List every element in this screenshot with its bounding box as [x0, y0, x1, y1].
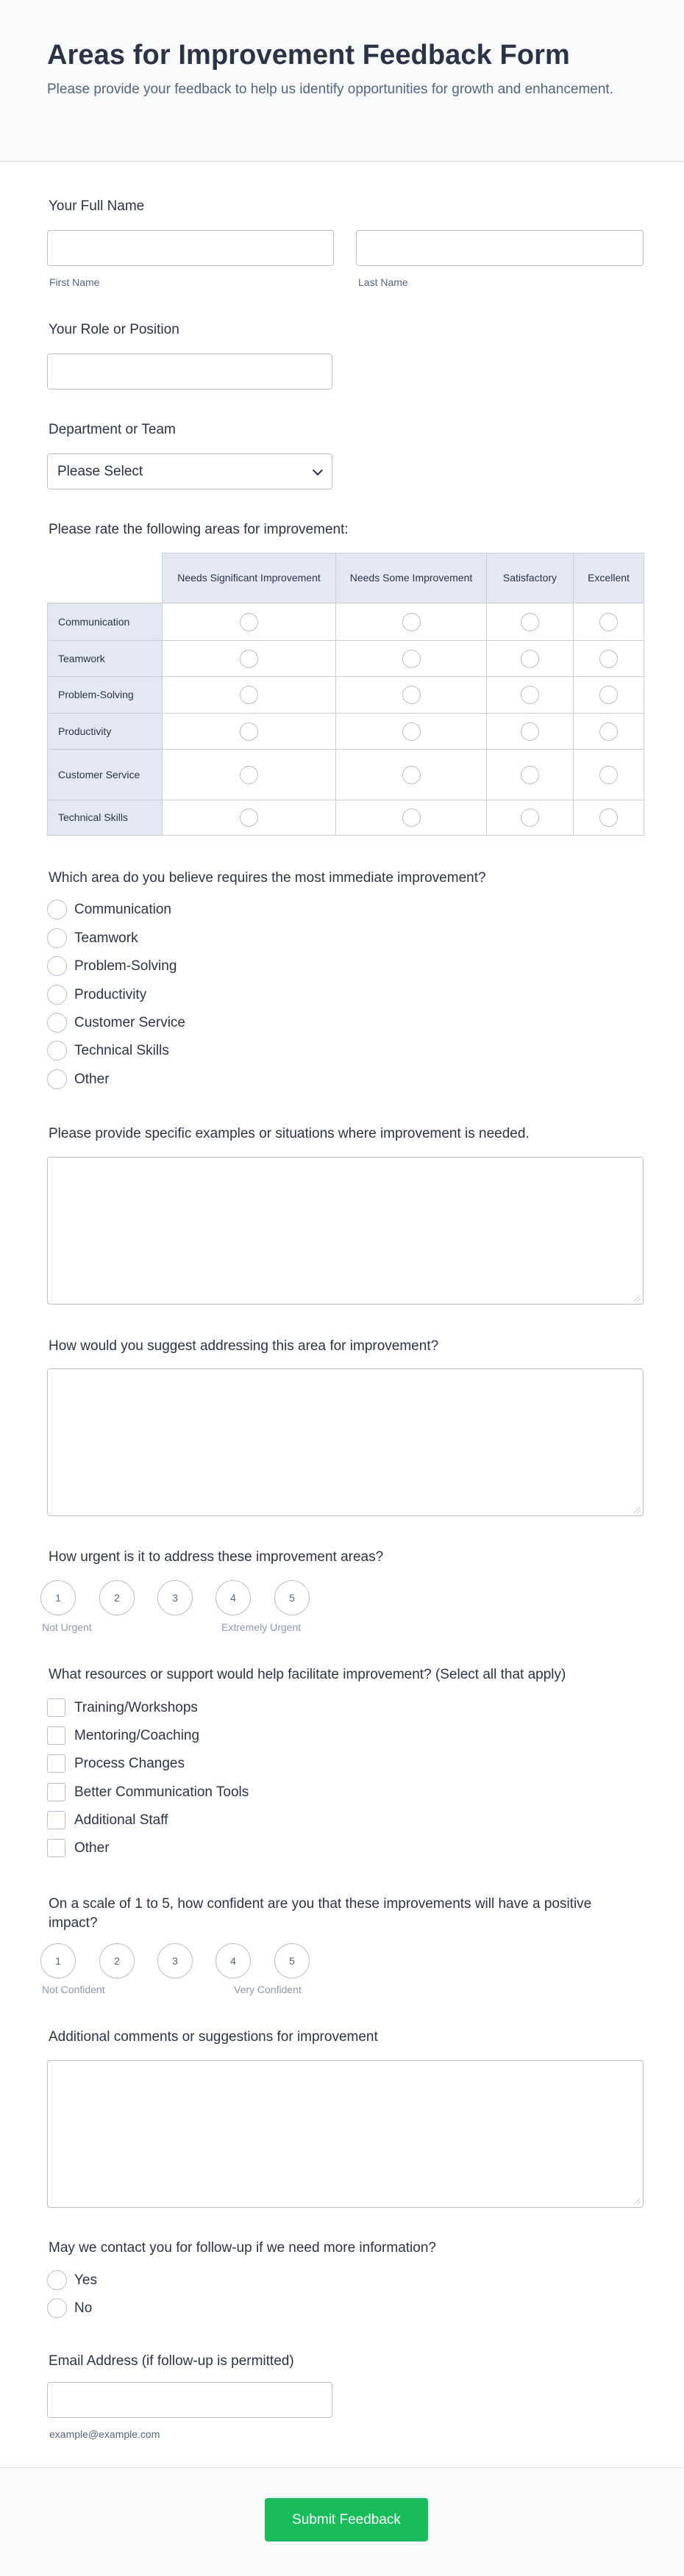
- confidence-scale-option[interactable]: 1: [40, 1943, 76, 1978]
- matrix-radio[interactable]: [402, 686, 421, 704]
- matrix-radio[interactable]: [521, 808, 539, 827]
- checkbox[interactable]: [47, 1811, 65, 1829]
- checkbox-option-label: Other: [74, 1840, 110, 1856]
- radio-option-label: Customer Service: [74, 1015, 185, 1030]
- confidence-high-label: Very Confident: [234, 1984, 302, 1995]
- form-description: Please provide your feedback to help us identify opportunities for growth and enhancement.: [47, 82, 613, 97]
- radio-button[interactable]: [47, 956, 67, 976]
- examples-label: Please provide specific examples or situations where improvement is needed.: [49, 1126, 530, 1141]
- urgency-low-label: Not Urgent: [42, 1621, 92, 1633]
- matrix-radio[interactable]: [240, 722, 258, 741]
- department-label: Department or Team: [49, 422, 176, 437]
- matrix-corner: [48, 553, 163, 603]
- radio-option-label: Teamwork: [74, 930, 138, 946]
- checkbox-option-label: Better Communication Tools: [74, 1784, 249, 1800]
- checkbox[interactable]: [47, 1726, 65, 1745]
- matrix-row-header: Teamwork: [48, 641, 163, 677]
- form-title: Areas for Improvement Feedback Form: [47, 40, 570, 71]
- matrix-radio[interactable]: [402, 650, 421, 668]
- checkbox[interactable]: [47, 1698, 65, 1717]
- radio-button[interactable]: [47, 2298, 67, 2318]
- matrix-label: Please rate the following areas for improvement:: [49, 522, 349, 537]
- radio-option-label: Technical Skills: [74, 1043, 169, 1058]
- first-name-sublabel: First Name: [49, 276, 100, 288]
- matrix-row-header: Communication: [48, 603, 163, 641]
- department-selected-value: Please Select: [57, 464, 143, 479]
- matrix-radio[interactable]: [240, 808, 258, 827]
- urgency-label: How urgent is it to address these improvement areas?: [49, 1549, 384, 1565]
- followup-label: May we contact you for follow-up if we need more information?: [49, 2240, 436, 2256]
- urgency-scale-option[interactable]: 4: [215, 1580, 251, 1615]
- radio-option-label: Yes: [74, 2272, 97, 2288]
- matrix-column-header: Needs Some Improvement: [336, 553, 487, 603]
- radio-button[interactable]: [47, 928, 67, 948]
- confidence-scale-option[interactable]: 4: [215, 1943, 251, 1978]
- matrix-radio[interactable]: [521, 650, 539, 668]
- checkbox-option-label: Training/Workshops: [74, 1700, 198, 1715]
- matrix-radio[interactable]: [402, 613, 421, 631]
- checkbox-option-label: Process Changes: [74, 1756, 185, 1771]
- radio-option-label: No: [74, 2300, 93, 2316]
- matrix-radio[interactable]: [521, 766, 539, 784]
- matrix-radio[interactable]: [240, 766, 258, 784]
- radio-button[interactable]: [47, 1041, 67, 1061]
- last-name-sublabel: Last Name: [358, 276, 408, 288]
- matrix-radio[interactable]: [402, 722, 421, 741]
- radio-option-label: Other: [74, 1072, 110, 1087]
- confidence-scale-option[interactable]: 3: [157, 1943, 193, 1978]
- matrix-row-header: Customer Service: [48, 750, 163, 800]
- radio-button[interactable]: [47, 1013, 67, 1033]
- matrix-radio[interactable]: [402, 808, 421, 827]
- radio-button[interactable]: [47, 1069, 67, 1089]
- radio-button[interactable]: [47, 2270, 67, 2290]
- confidence-scale-option[interactable]: 2: [99, 1943, 135, 1978]
- resize-handle-icon[interactable]: [634, 1507, 641, 1513]
- matrix-row-header: Technical Skills: [48, 800, 163, 836]
- matrix-radio[interactable]: [599, 686, 618, 704]
- confidence-scale-option[interactable]: 5: [274, 1943, 310, 1978]
- confidence-label: On a scale of 1 to 5, how confident are you that these improvements will have a positive impact?: [49, 1896, 592, 1931]
- urgency-scale-option[interactable]: 3: [157, 1580, 193, 1615]
- matrix-radio[interactable]: [240, 686, 258, 704]
- radio-button[interactable]: [47, 985, 67, 1005]
- email-sublabel: example@example.com: [49, 2428, 160, 2440]
- radio-option-label: Productivity: [74, 987, 147, 1002]
- checkbox[interactable]: [47, 1754, 65, 1773]
- matrix-column-header: Satisfactory: [487, 553, 574, 603]
- form-header: [0, 0, 684, 162]
- submit-button[interactable]: Submit Feedback: [265, 2498, 428, 2541]
- confidence-low-label: Not Confident: [42, 1984, 105, 1995]
- matrix-radio[interactable]: [599, 613, 618, 631]
- urgency-scale-option[interactable]: 1: [40, 1580, 76, 1615]
- rating-matrix: [47, 553, 644, 836]
- matrix-radio[interactable]: [521, 722, 539, 741]
- matrix-row-header: Problem-Solving: [48, 677, 163, 714]
- chevron-down-icon: [313, 465, 323, 476]
- suggest-textarea[interactable]: [47, 1368, 644, 1516]
- resize-handle-icon[interactable]: [634, 1295, 641, 1302]
- matrix-radio[interactable]: [599, 722, 618, 741]
- checkbox-option-label: Additional Staff: [74, 1812, 168, 1828]
- matrix-radio[interactable]: [240, 650, 258, 668]
- matrix-radio[interactable]: [521, 613, 539, 631]
- resources-label: What resources or support would help facilitate improvement? (Select all that apply): [49, 1667, 566, 1682]
- last-name-input[interactable]: [356, 230, 644, 266]
- matrix-radio[interactable]: [240, 613, 258, 631]
- matrix-radio[interactable]: [599, 808, 618, 827]
- role-input[interactable]: [47, 354, 332, 390]
- matrix-radio[interactable]: [521, 686, 539, 704]
- comments-textarea[interactable]: [47, 2060, 644, 2208]
- matrix-radio[interactable]: [599, 766, 618, 784]
- radio-button[interactable]: [47, 900, 67, 919]
- checkbox[interactable]: [47, 1839, 65, 1857]
- full-name-label: Your Full Name: [49, 198, 145, 214]
- radio-option-label: Communication: [74, 902, 171, 917]
- immediate-label: Which area do you believe requires the most immediate improvement?: [49, 870, 486, 886]
- urgency-high-label: Extremely Urgent: [221, 1621, 302, 1633]
- department-select[interactable]: [47, 453, 332, 489]
- role-label: Your Role or Position: [49, 322, 179, 337]
- matrix-radio[interactable]: [402, 766, 421, 784]
- email-label: Email Address (if follow-up is permitted): [49, 2353, 294, 2369]
- first-name-input[interactable]: [47, 230, 334, 266]
- matrix-column-header: Needs Significant Improvement: [163, 553, 336, 603]
- checkbox-option-label: Mentoring/Coaching: [74, 1728, 200, 1743]
- examples-textarea[interactable]: [47, 1157, 644, 1305]
- email-input[interactable]: [47, 2382, 332, 2418]
- matrix-row-header: Productivity: [48, 714, 163, 750]
- urgency-scale-option[interactable]: 2: [99, 1580, 135, 1615]
- comments-label: Additional comments or suggestions for improvement: [49, 2029, 378, 2045]
- resize-handle-icon[interactable]: [634, 2198, 641, 2205]
- urgency-scale-option[interactable]: 5: [274, 1580, 310, 1615]
- radio-option-label: Problem-Solving: [74, 958, 177, 974]
- matrix-radio[interactable]: [599, 650, 618, 668]
- suggest-label: How would you suggest addressing this area for improvement?: [49, 1338, 439, 1354]
- checkbox[interactable]: [47, 1783, 65, 1801]
- matrix-column-header: Excellent: [574, 553, 644, 603]
